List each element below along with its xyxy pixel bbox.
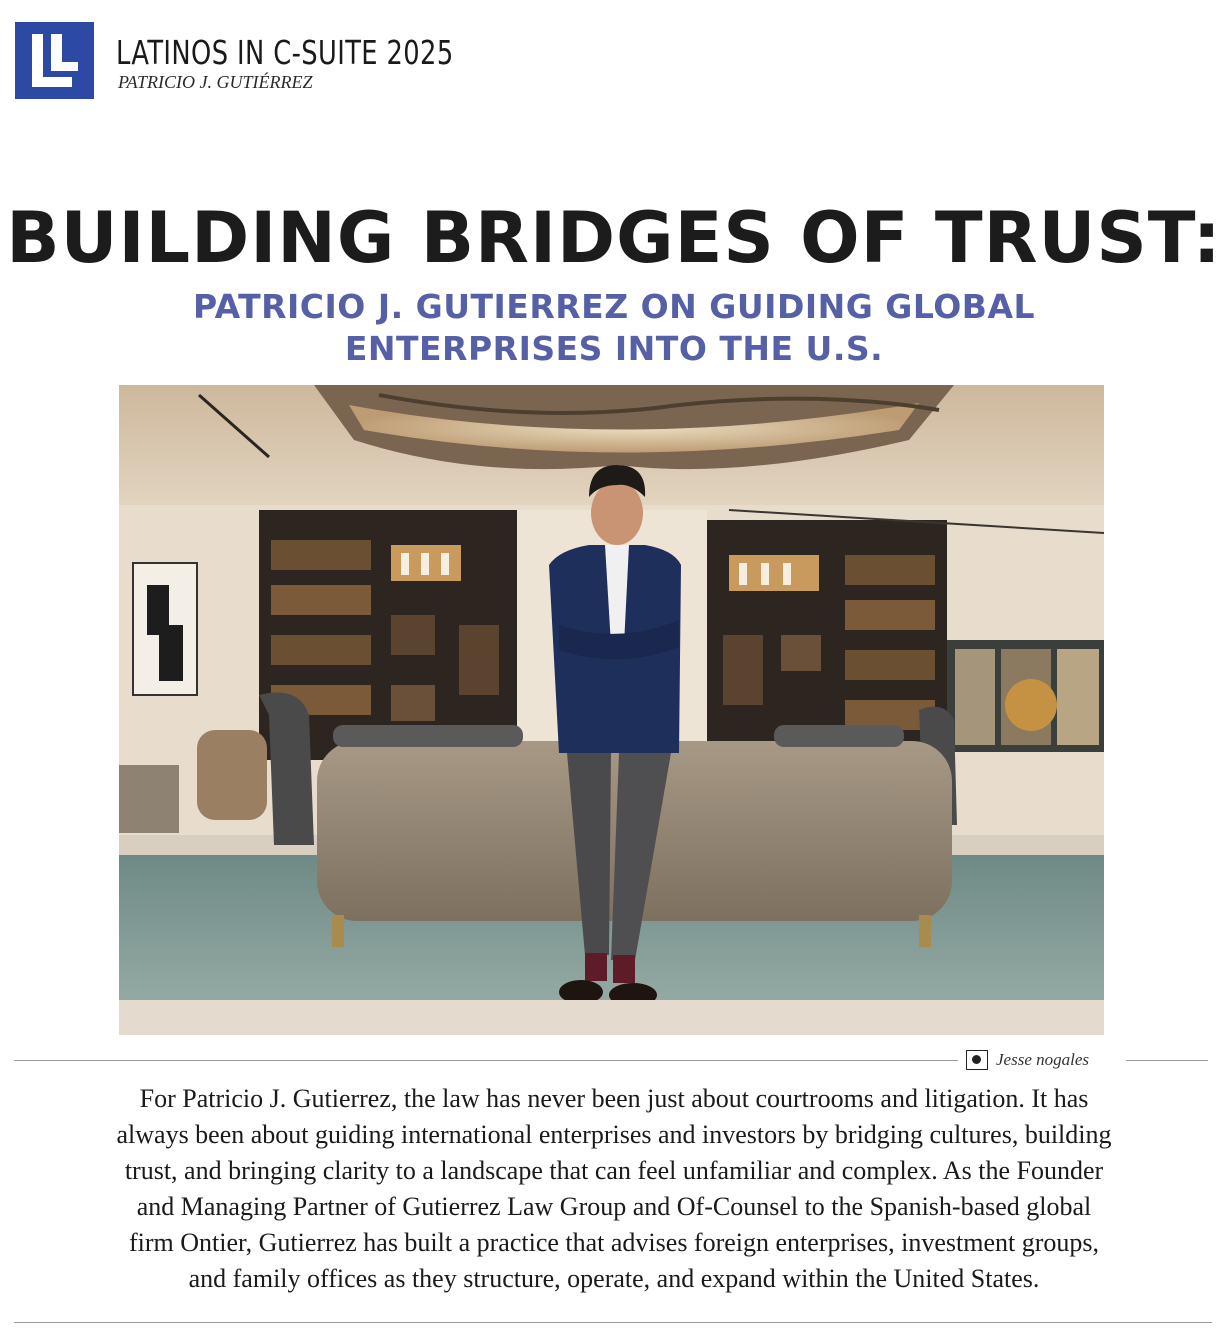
body-line: and Managing Partner of Gutierrez Law Group and Of-Counsel to the Spanish-based global: [136, 1192, 1092, 1221]
article-body: [14, 1081, 1214, 1297]
body-line: always been about guiding international enterprises and investors by bridging cultures, building: [116, 1120, 1112, 1149]
subhead-line-2: ENTERPRISES INTO THE U.S.: [344, 329, 884, 368]
camera-icon: [966, 1050, 988, 1070]
photo-credit-text: Jesse nogales: [996, 1050, 1090, 1069]
featured-person-name: PATRICIO J. GUTIÉRREZ: [118, 72, 313, 92]
feature-photo: [119, 385, 1104, 1035]
lobby-portrait-illustration: [119, 385, 1104, 1035]
body-line: firm Ontier, Gutierrez has built a practice that advises foreign enterprises, investment groups,: [128, 1228, 1100, 1257]
publication-title: LATINOS IN C-SUITE 2025: [116, 33, 454, 72]
body-line: and family offices as they structure, operate, and expand within the United States.: [188, 1264, 1040, 1293]
masthead: [15, 22, 549, 99]
caption-rule-right: [1126, 1060, 1208, 1061]
brand-block: [116, 34, 549, 92]
article-headline: BUILDING BRIDGES OF TRUST:: [6, 197, 1222, 279]
caption-rule-left: [14, 1060, 958, 1061]
photo-credit: [966, 1049, 1089, 1071]
publication-logo[interactable]: [15, 22, 94, 99]
subhead-line-1: PATRICIO J. GUTIERREZ ON GUIDING GLOBAL: [192, 287, 1036, 326]
article-subhead: [0, 286, 1228, 370]
body-line: For Patricio J. Gutierrez, the law has never been just about courtrooms and litigation. It has: [139, 1084, 1089, 1113]
bottom-rule: [14, 1322, 1212, 1323]
body-line: trust, and bringing clarity to a landscape that can feel unfamiliar and complex. As the Founder: [124, 1156, 1104, 1185]
